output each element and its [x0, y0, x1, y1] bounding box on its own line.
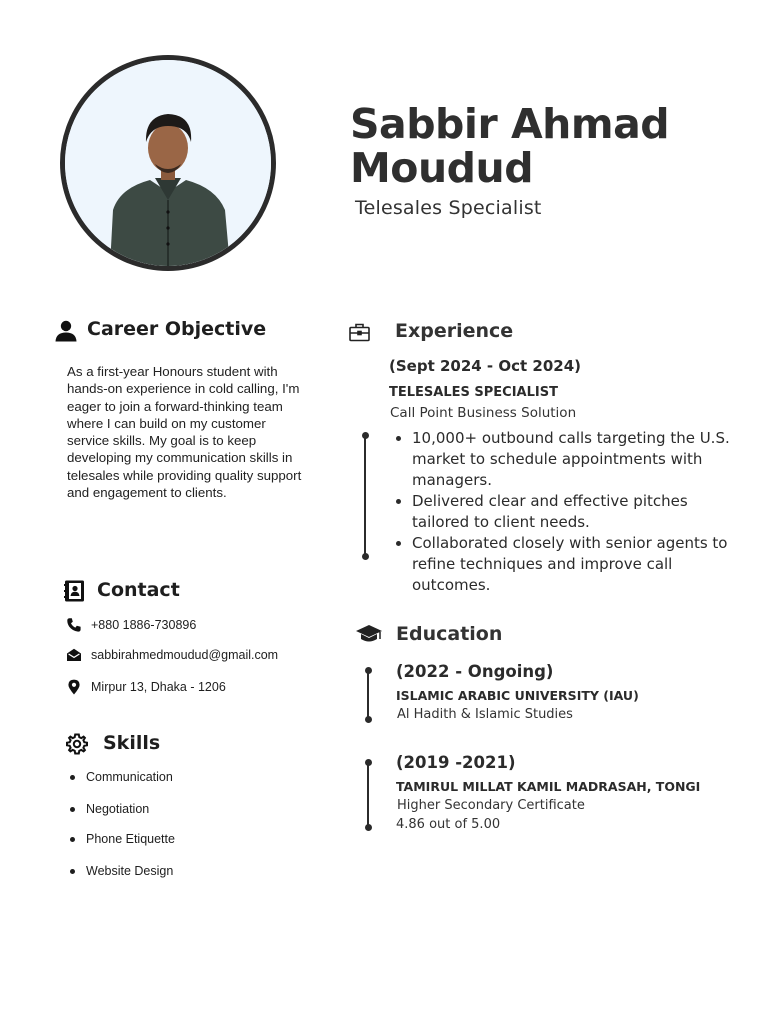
skill-item — [70, 832, 175, 846]
skill-item — [70, 802, 149, 816]
education-program: Al Hadith & Islamic Studies — [397, 707, 573, 722]
address: Mirpur 13, Dhaka - 1206 — [91, 680, 226, 694]
experience-period: (Sept 2024 - Oct 2024) — [389, 357, 582, 375]
contact-address — [66, 677, 226, 697]
profile-photo — [60, 55, 276, 271]
briefcase-icon — [349, 323, 370, 342]
phone-number: +880 1886-730896 — [91, 618, 197, 632]
timeline-dot — [362, 553, 369, 560]
education-institution: TAMIRUL MILLAT KAMIL MADRASAH, TONGI — [396, 779, 701, 794]
contact-book-icon — [64, 580, 85, 602]
skill-label: Negotiation — [86, 802, 150, 816]
career-objective-heading: Career Objective — [87, 318, 267, 340]
experience-bullet: Collaborated closely with senior agents to refine techniques and improve call outcomes. — [393, 533, 733, 596]
email-address: sabbirahmedmoudud@gmail.com — [91, 648, 279, 662]
job-title: Telesales Specialist — [355, 197, 542, 219]
bullet-dot — [70, 869, 75, 874]
location-pin-icon — [66, 679, 82, 695]
timeline-dot — [365, 716, 372, 723]
education-heading: Education — [396, 623, 503, 645]
timeline-line — [367, 670, 369, 720]
experience-heading: Experience — [395, 320, 514, 342]
skill-item — [70, 864, 173, 878]
education-program: Higher Secondary Certificate — [397, 798, 585, 813]
contact-phone — [66, 615, 196, 635]
experience-company: Call Point Business Solution — [390, 405, 577, 421]
user-icon — [55, 320, 77, 342]
timeline-dot — [365, 759, 372, 766]
education-period: (2022 - Ongoing) — [396, 662, 554, 681]
education-institution: ISLAMIC ARABIC UNIVERSITY (IAU) — [396, 688, 639, 703]
contact-heading: Contact — [97, 579, 180, 601]
experience-bullet: 10,000+ outbound calls targeting the U.S. market to schedule appointments with managers. — [393, 428, 733, 491]
experience-position: TELESALES SPECIALIST — [389, 385, 558, 400]
skill-item — [70, 770, 173, 784]
career-objective-text: As a first-year Honours student with hands-on experience in cold calling, I'm eager to join a forward-thinking team where I can build on my customer service skills. My goal is to keep developing my communication skills in telesales while providing quality support and engagement to clients. — [67, 364, 302, 501]
skill-label: Website Design — [86, 864, 174, 878]
experience-bullet: Delivered clear and effective pitches tailored to client needs. — [393, 491, 733, 533]
timeline-dot — [365, 824, 372, 831]
envelope-open-icon — [66, 647, 82, 663]
contact-email — [66, 645, 278, 665]
education-result: 4.86 out of 5.00 — [396, 817, 501, 832]
person-photo-illustration — [65, 60, 271, 266]
bullet-dot — [70, 775, 75, 780]
skills-heading: Skills — [103, 732, 161, 754]
timeline-dot — [362, 432, 369, 439]
gear-icon — [66, 733, 88, 755]
phone-icon — [66, 617, 82, 633]
bullet-dot — [70, 837, 75, 842]
education-period: (2019 -2021) — [396, 753, 516, 772]
experience-bullets — [393, 428, 733, 596]
graduation-cap-icon — [355, 624, 383, 644]
skill-label: Communication — [86, 770, 173, 784]
timeline-dot — [365, 667, 372, 674]
timeline-line — [367, 762, 369, 828]
bullet-dot — [70, 807, 75, 812]
full-name: Sabbir Ahmad Moudud — [350, 100, 670, 192]
timeline-line — [364, 436, 366, 556]
skill-label: Phone Etiquette — [86, 832, 175, 846]
